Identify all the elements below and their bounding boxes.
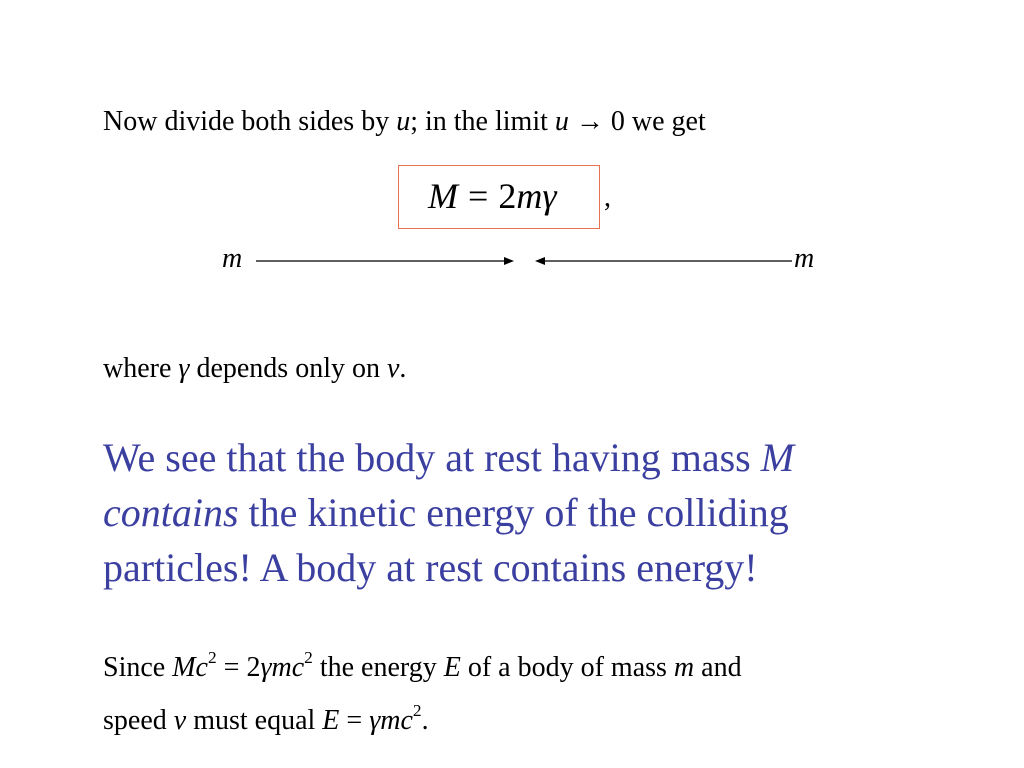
eq-lhs: M — [428, 176, 458, 216]
statement-text: We see that the body at rest having mass — [103, 435, 761, 480]
var-v: v — [386, 353, 400, 384]
expr-gamma-mc: γmc — [260, 652, 305, 683]
exponent: 2 — [304, 648, 313, 668]
right-pointing-arrow — [256, 257, 514, 265]
since-line — [103, 648, 742, 683]
intro-line — [103, 108, 706, 136]
where-text-3: . — [399, 353, 407, 384]
where-text-1: where — [103, 353, 179, 384]
equation — [428, 178, 557, 214]
var-u: u — [554, 106, 569, 137]
since-text-2: the energy — [312, 652, 444, 683]
where-text-2: depends only on — [189, 353, 387, 384]
statement-text: particles! A body at rest contains energy! — [103, 545, 758, 590]
var-M: M — [760, 435, 795, 480]
var-E: E — [443, 652, 461, 683]
var-E: E — [322, 705, 340, 736]
expr-gamma-mc: γmc — [369, 705, 413, 736]
period: . — [421, 705, 429, 736]
intro-text-1: Now divide both sides by — [103, 106, 397, 137]
var-m: m — [673, 652, 695, 683]
equals-2: = 2 — [216, 652, 261, 683]
speed-text: speed — [103, 705, 174, 736]
left-mass-label: m — [222, 243, 243, 274]
since-text: Since — [103, 652, 173, 683]
equation-comma: , — [604, 182, 611, 213]
statement-line-1 — [103, 435, 795, 480]
exponent: 2 — [207, 648, 217, 668]
right-mass-label: m — [794, 243, 815, 274]
statement-line-2 — [103, 490, 789, 535]
since-text-3: of a body of mass — [460, 652, 674, 683]
eq-equals: = — [468, 176, 489, 216]
var-u: u — [396, 106, 411, 137]
statement-text: the kinetic energy of the colliding — [238, 490, 789, 535]
equals: = — [339, 705, 370, 736]
intro-text-2: ; in the limit — [410, 106, 555, 137]
expr-Mc: Mc — [172, 652, 208, 683]
var-v: v — [173, 705, 187, 736]
speed-text-2: must equal — [186, 705, 323, 736]
exponent: 2 — [412, 701, 422, 721]
since-text-4: and — [694, 652, 742, 683]
where-line — [103, 355, 406, 383]
speed-line — [103, 701, 429, 736]
eq-rhs-m: m — [516, 176, 543, 216]
var-gamma: γ — [178, 353, 190, 384]
intro-text-3: → 0 we get — [568, 106, 706, 137]
eq-rhs-gamma: γ — [542, 176, 557, 216]
eq-rhs-number: 2 — [498, 176, 517, 216]
statement-contains: contains — [103, 490, 239, 535]
left-pointing-arrow — [535, 257, 792, 265]
statement-line-3 — [103, 545, 758, 590]
